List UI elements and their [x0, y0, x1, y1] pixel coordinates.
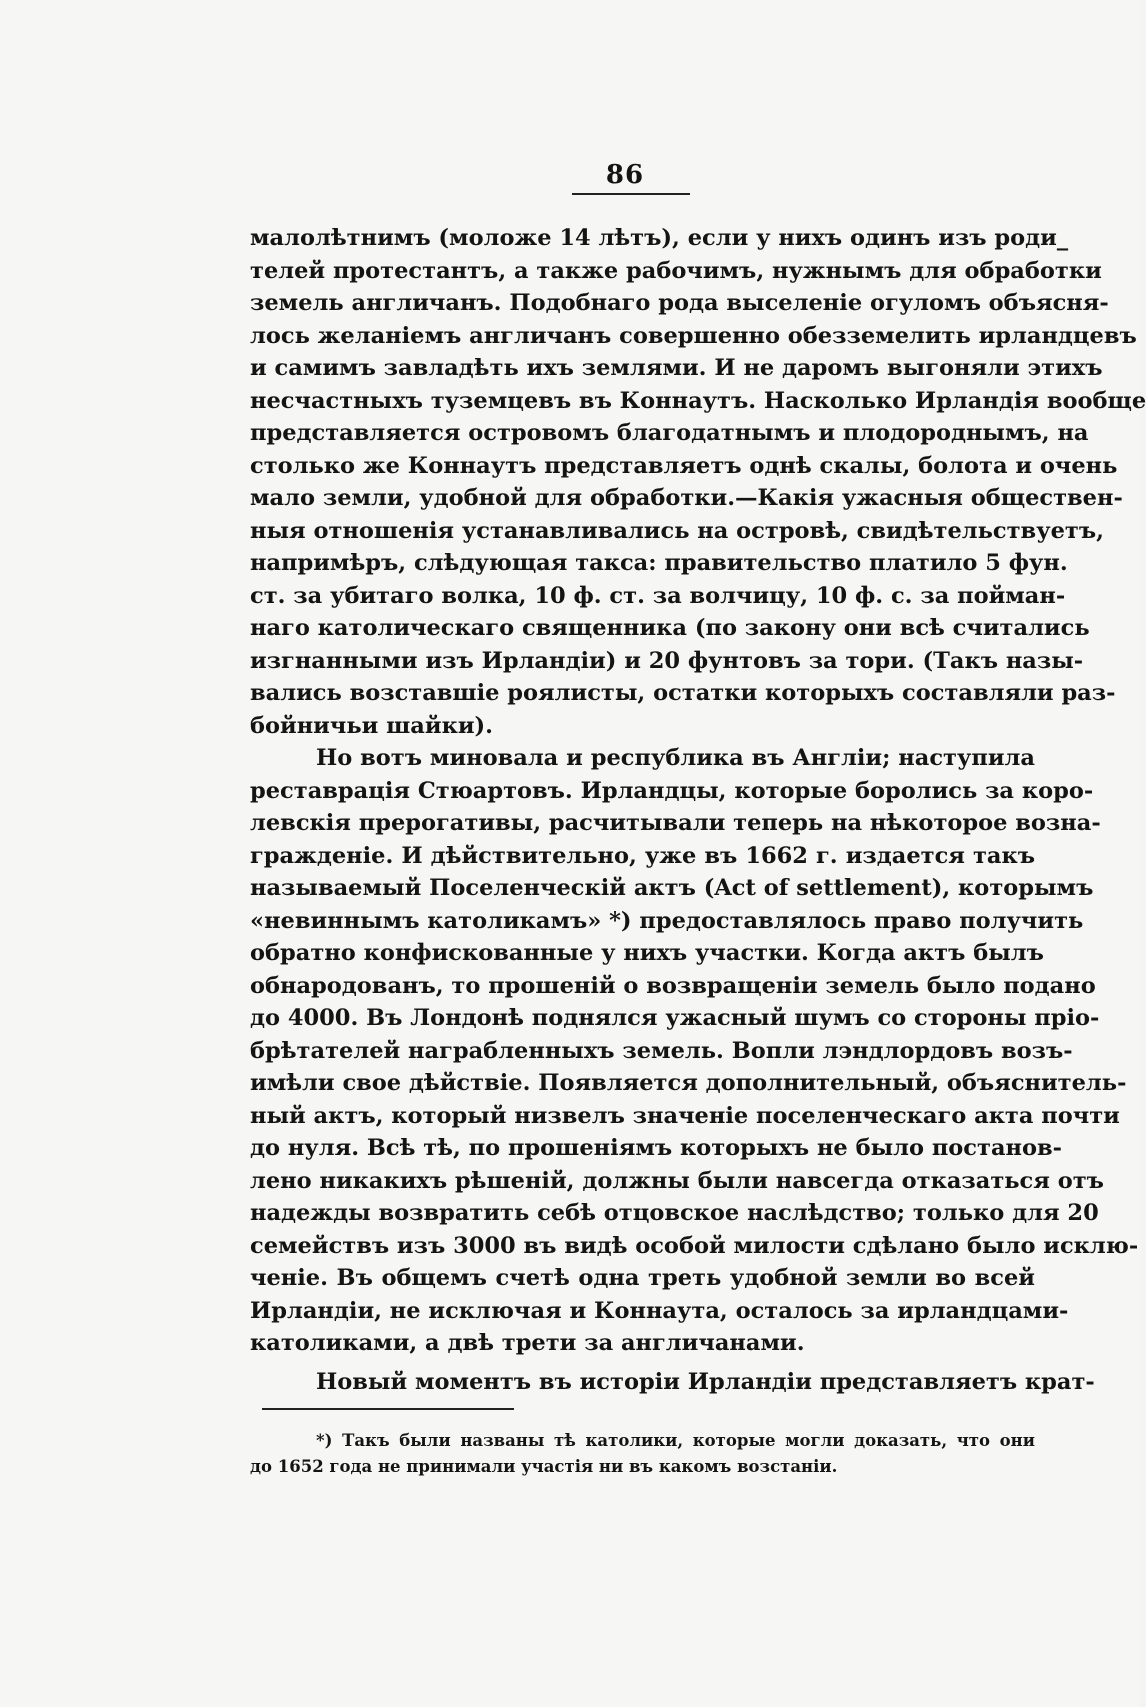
footnote-line: до 1652 года не принимали участія ни въ какомъ возстаніи. — [250, 1457, 838, 1476]
text-line: надежды возвратить себѣ отцовское наслѣдство; только для 20 — [250, 1200, 1099, 1226]
footnotes — [250, 1428, 1035, 1480]
text-line: католиками, а двѣ трети за англичанами. — [250, 1330, 805, 1356]
text-line: и самимъ завладѣть ихъ землями. И не даромъ выгоняли этихъ — [250, 355, 1103, 381]
page-number-rule — [572, 193, 690, 195]
text-line: обнародованъ, то прошеній о возвращеніи земель было подано — [250, 972, 1096, 999]
text-line: называемый Поселенческій актъ (Act of settlement), которымъ — [250, 875, 1094, 901]
text-line: до 4000. Въ Лондонѣ поднялся ужасный шумъ со стороны пріо- — [250, 1005, 1100, 1031]
text-line: Ирландіи, не исключая и Коннаута, осталось за ирландцами- — [250, 1297, 1069, 1324]
text-line: левскія прерогативы, расчитывали теперь на нѣкоторое возна- — [250, 810, 1101, 836]
text-line: «невиннымъ католикамъ» *) предоставлялось право получить — [250, 907, 1084, 934]
footnote-rule — [262, 1408, 514, 1410]
paragraph-start-line: Но вотъ миновала и республика въ Англіи; наступила — [316, 745, 1035, 771]
text-line: несчастныхъ туземцевъ въ Коннаутъ. Насколько Ирландія вообще — [250, 387, 1146, 414]
text-line: ст. за убитаго волка, 10 ф. ст. за волчицу, 10 ф. с. за пойман- — [250, 582, 1066, 609]
page-number: 86 — [605, 160, 645, 190]
text-line: напримѣръ, слѣдующая такса: правительство платило 5 фун. — [250, 550, 1068, 576]
text-line: ныя отношенія устанавливались на островѣ, свидѣтельствуетъ, — [250, 517, 1104, 544]
text-line: земель англичанъ. Подобнаго рода выселеніе огуломъ объясня- — [250, 290, 1109, 316]
footnote-line: *) Такъ были названы тѣ католики, которые могли доказать, что они — [316, 1431, 1035, 1450]
text-line: ченіе. Въ общемъ счетѣ одна треть удобной земли во всей — [250, 1265, 1035, 1291]
text-line: лось желаніемъ англичанъ совершенно обезземелить ирландцевъ — [250, 322, 1137, 349]
text-line: представляется островомъ благодатнымъ и плодороднымъ, на — [250, 420, 1089, 446]
text-line: наго католическаго священника (по закону они всѣ считались — [250, 615, 1090, 641]
text-line: гражденіе. И дѣйствительно, уже въ 1662 г. издается такъ — [250, 842, 1035, 869]
text-line: малолѣтнимъ (моложе 14 лѣтъ), если у нихъ одинъ изъ роди_ — [250, 225, 1069, 251]
text-line: телей протестантъ, а также рабочимъ, нужнымъ для обработки — [250, 257, 1102, 284]
body-text — [250, 222, 1146, 1398]
text-line: семействъ изъ 3000 въ видѣ особой милости сдѣлано было исклю- — [250, 1232, 1139, 1259]
paragraph-start-line: Новый моментъ въ исторіи Ирландіи представляетъ крат- — [316, 1368, 1095, 1395]
text-line: бойничьи шайки). — [250, 712, 493, 739]
text-line: лено никакихъ рѣшеній, должны были навсегда отказаться отъ — [250, 1167, 1104, 1194]
text-line: брѣтателей награбленныхъ земель. Вопли лэндлордовъ возъ- — [250, 1037, 1073, 1064]
text-line: изгнанными изъ Ирландіи) и 20 фунтовъ за тори. (Такъ назы- — [250, 647, 1084, 674]
text-line: до нуля. Всѣ тѣ, по прошеніямъ которыхъ не было постанов- — [250, 1135, 1062, 1161]
text-line: ный актъ, который низвелъ значеніе поселенческаго акта почти — [250, 1102, 1120, 1129]
text-line: имѣли свое дѣйствіе. Появляется дополнительный, объяснитель- — [250, 1070, 1127, 1096]
text-line: мало земли, удобной для обработки.—Какія ужасныя обществен- — [250, 485, 1123, 511]
text-line: обратно конфискованные у нихъ участки. Когда актъ былъ — [250, 940, 1044, 966]
text-line: вались возставшіе роялисты, остатки которыхъ составляли раз- — [250, 680, 1116, 706]
text-line: реставрація Стюартовъ. Ирландцы, которые боролись за коро- — [250, 777, 1094, 804]
text-line: столько же Коннаутъ представляетъ однѣ скалы, болота и очень — [250, 452, 1118, 479]
